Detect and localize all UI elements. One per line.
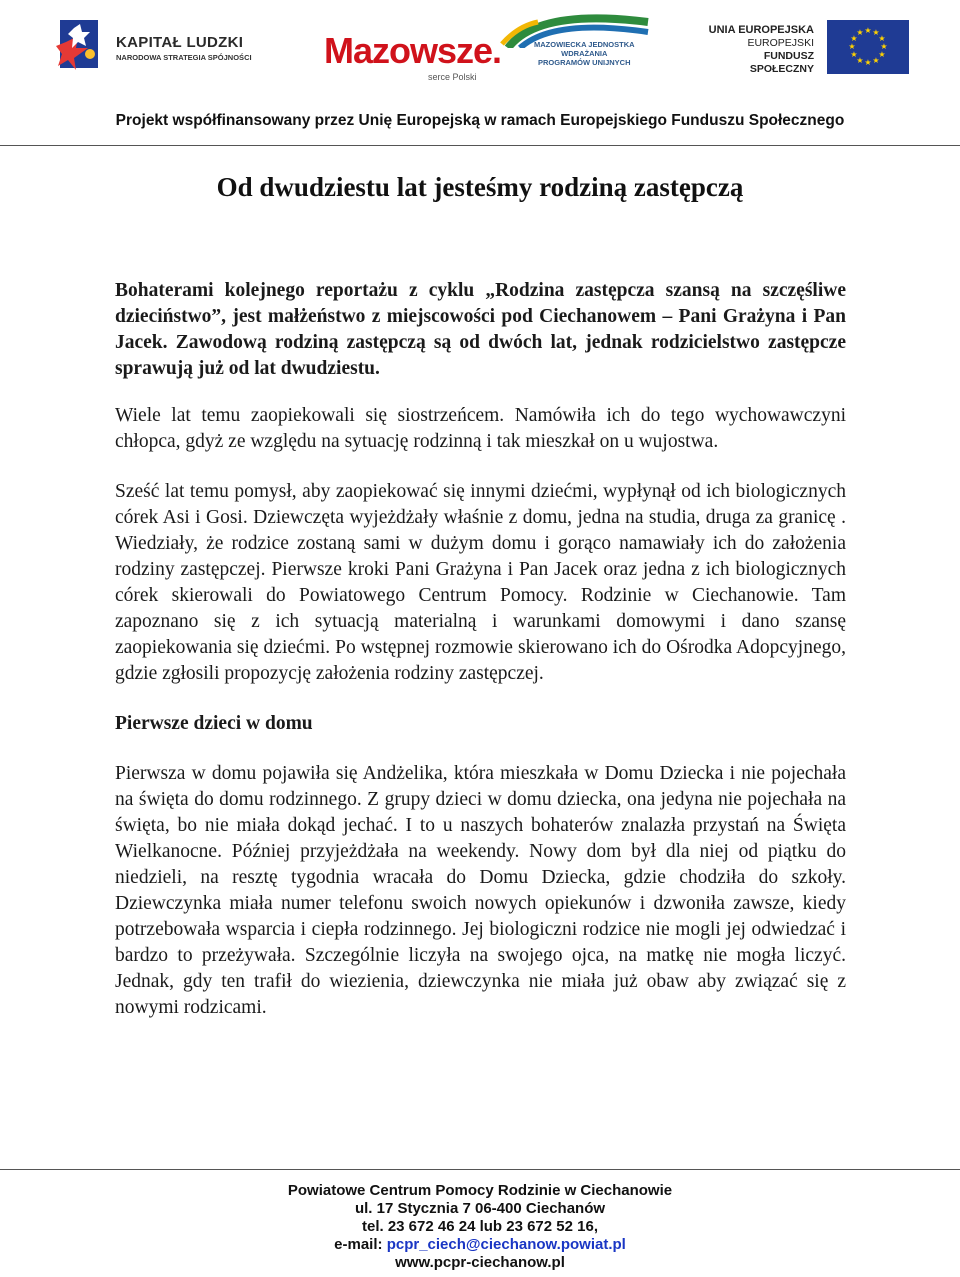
eu-line-3: FUNDUSZ SPOŁECZNY xyxy=(749,50,814,75)
article-lead: Bohaterami kolejnego reportażu z cyklu „Rodzina zastępcza szansą na szczęśliwe dzieciństwo”, jest małżeństwo z miejscowości pod Ciechanowem – Pani Grażyna i Pan Jacek. Zawodową rodziną zastępczą są od dwóch lat, jednak rodzicielstwo zastępcze sprawują już od lat dwudziestu. xyxy=(115,280,846,379)
mjwpu-line-2: WDRAŻANIA xyxy=(561,49,608,58)
mjwpu-line-1: MAZOWIECKA JEDNOSTKA xyxy=(534,40,635,49)
article-paragraph-1: Wiele lat temu zaopiekowali się siostrzeńcem. Namówiła ich do tego wychowawczyni chłopca, gdyż ze względu na sytuację rodzinną i tak mieszkał on u wujostwa. xyxy=(115,405,846,452)
article-paragraph-2: Sześć lat temu pomysł, aby zaopiekować się innymi dziećmi, wypłynął od ich biologicznych córek Asi i Gosi. Dziewczęta wyjeżdżały właśnie z domu, jedna na studia, druga za granicę . Wiedziały, że rodzice zostaną sami w dużym domu i gorąco namawiały ich do założenia rodziny zastępczej. Pierwsze kroki Pani Grażyna i Pan Jacek oraz jedna z ich biologicznych córek skierowali do Powiatowego Centrum Pomocy. Rodzinie w Ciechanowie. Tam zapoznano się z ich sytuacją materialną i warunkami domowymi i dano szansę zaopiekowania się dziećmi. Po wstępnej rozmowie skierowano ich do Ośrodka Adopcyjnego, gdzie zgłosili propozycję założenia rodziny zastępczej. xyxy=(115,481,846,684)
mjwpu-line-3: PROGRAMÓW UNIJNYCH xyxy=(538,58,631,67)
kapital-ludzki-title: KAPITAŁ LUDZKI xyxy=(116,34,244,51)
article-title: Od dwudziestu lat jesteśmy rodziną zastępczą xyxy=(216,172,744,202)
footer xyxy=(0,1182,960,1272)
kapital-ludzki-logo xyxy=(56,14,276,84)
eu-text xyxy=(706,24,814,76)
article-body xyxy=(115,278,846,1021)
footer-phone: tel. 23 672 46 24 lub 23 672 52 16, xyxy=(361,1218,598,1235)
svg-text:★: ★ xyxy=(856,28,864,37)
footer-email-link[interactable]: pcpr_ciech@ciechanow.powiat.pl xyxy=(386,1236,626,1253)
footer-email-label: e-mail: xyxy=(334,1236,383,1253)
eu-flag-icon xyxy=(827,20,909,74)
svg-text:★: ★ xyxy=(850,50,858,59)
footer-email-line xyxy=(0,1236,960,1254)
svg-text:★: ★ xyxy=(850,34,858,43)
header-divider xyxy=(0,145,960,146)
header-logos xyxy=(0,0,960,100)
svg-text:★: ★ xyxy=(872,56,880,65)
footer-address: ul. 17 Stycznia 7 06-400 Ciechanów xyxy=(354,1200,606,1217)
cofunding-statement: Projekt współfinansowany przez Unię Europejską w ramach Europejskiego Funduszu Społecznego xyxy=(115,112,845,129)
mjwpu-logo xyxy=(498,8,658,88)
svg-text:★: ★ xyxy=(864,58,872,67)
svg-text:★: ★ xyxy=(880,42,888,51)
mazowsze-wordmark: Mazowsze. xyxy=(324,30,502,71)
eu-logo xyxy=(706,20,906,80)
mazowsze-tagline: serce Polski xyxy=(428,72,477,82)
footer-website[interactable]: www.pcpr-ciechanow.pl xyxy=(395,1254,565,1271)
svg-text:★: ★ xyxy=(864,26,872,35)
svg-text:★: ★ xyxy=(878,34,886,43)
svg-text:★: ★ xyxy=(848,42,856,51)
article-paragraph-3: Pierwsza w domu pojawiła się Andżelika, która mieszkała w Domu Dziecka i nie pojechała na święta do domu rodzinnego. Z grupy dzieci w domu dziecka, ona jedyna nie pojechała na święta, bo nie miała dokąd jechać. I to u naszych bohaterów znalazła przystań na Święta Wielkanocne. Później przyjeżdżała na weekendy. Nowy dom był dla niej od piątku do niedzieli, na resztę tygodnia wracała do Domu Dziecka, gdzie chodziła do szkoły. Dziewczynka miała numer telefonu swoich nowych opiekunów i dzwoniła zawsze, kiedy potrzebowała wsparcia i ciepła rodzinnego. Jej biologiczni rodzice nie mogli jej odwiedzać i bardzo to przeżywała. Szczególnie liczyła na swojego ojca, na matkę nie mogła liczyć. Jednak, gdy ten trafił do wiezienia, dziewczynka nie miała już obaw aby związać się z nowymi rodzicami. xyxy=(115,763,846,1018)
svg-text:★: ★ xyxy=(872,28,880,37)
kapital-ludzki-logo-icon xyxy=(56,14,108,78)
footer-divider xyxy=(0,1169,960,1170)
mjwpu-text xyxy=(534,40,635,67)
kapital-ludzki-subtitle: NARODOWA STRATEGIA SPÓJNOŚCI xyxy=(116,53,252,62)
mazowsze-logo xyxy=(300,22,502,92)
section-heading: Pierwsze dzieci w domu xyxy=(115,713,313,734)
eu-line-1: UNIA EUROPEJSKA xyxy=(708,24,814,36)
footer-organization: Powiatowe Centrum Pomocy Rodzinie w Ciechanowie xyxy=(287,1182,673,1199)
eu-flag xyxy=(827,20,909,74)
svg-text:★: ★ xyxy=(878,50,886,59)
kapital-ludzki-text xyxy=(116,34,252,62)
svg-text:★: ★ xyxy=(856,56,864,65)
eu-line-2: EUROPEJSKI xyxy=(747,37,814,49)
